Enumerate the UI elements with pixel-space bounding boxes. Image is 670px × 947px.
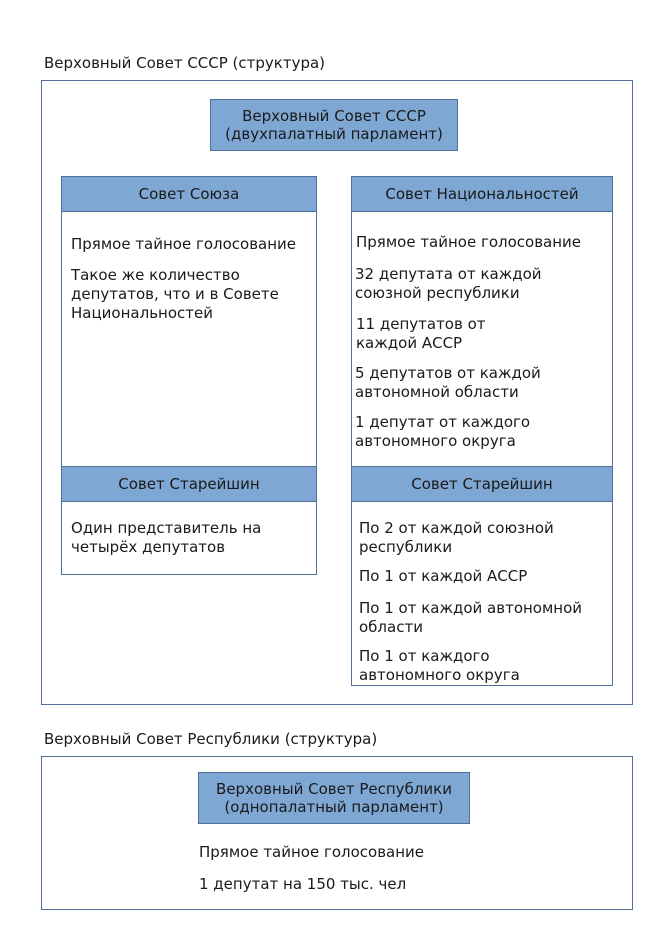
union-council-item: Прямое тайное голосование xyxy=(71,235,297,253)
republic-parliament-title: Верховный Совет Республики xyxy=(216,780,452,798)
republic-section-title: Верховный Совет Республики (структура) xyxy=(44,730,378,748)
nationalities-council-item: 1 депутат от каждого автономного округа xyxy=(355,413,531,450)
union-council-item: Такое же количество депутатов, что и в Совете Национальностей xyxy=(71,266,279,322)
republic-item: Прямое тайное голосование xyxy=(199,843,425,861)
nationalities-council-item: 11 депутатов от каждой АССР xyxy=(356,315,486,352)
ussr-parliament-title: Верховный Совет СССР xyxy=(242,107,426,125)
nationalities-council-item: 5 депутатов от каждой автономной области xyxy=(355,364,541,401)
nationalities-elders-item: По 1 от каждой АССР xyxy=(359,567,528,585)
union-council-header: Совет Союза xyxy=(62,177,316,212)
ussr-parliament-subtitle: (двухпалатный парламент) xyxy=(225,125,443,143)
nationalities-council-header: Совет Национальностей xyxy=(352,177,612,212)
ussr-parliament-box xyxy=(210,99,458,151)
ussr-section-title: Верховный Совет СССР (структура) xyxy=(44,54,326,72)
nationalities-elders-header: Совет Старейшин xyxy=(352,467,612,502)
republic-parliament-subtitle: (однопалатный парламент) xyxy=(224,798,444,816)
nationalities-elders-item: По 1 от каждого автономного округа xyxy=(359,647,520,684)
nationalities-council-item: Прямое тайное голосование xyxy=(356,233,582,251)
republic-parliament-box xyxy=(198,772,470,824)
nationalities-council-item: 32 депутата от каждой союзной республики xyxy=(355,265,542,302)
nationalities-elders-item: По 2 от каждой союзной республики xyxy=(359,519,554,556)
nationalities-elders-item: По 1 от каждой автономной области xyxy=(359,599,583,636)
republic-item: 1 депутат на 150 тыс. чел xyxy=(199,875,407,893)
union-elders-item: Один представитель на четырёх депутатов xyxy=(71,519,262,556)
union-elders-header: Совет Старейшин xyxy=(62,467,316,502)
